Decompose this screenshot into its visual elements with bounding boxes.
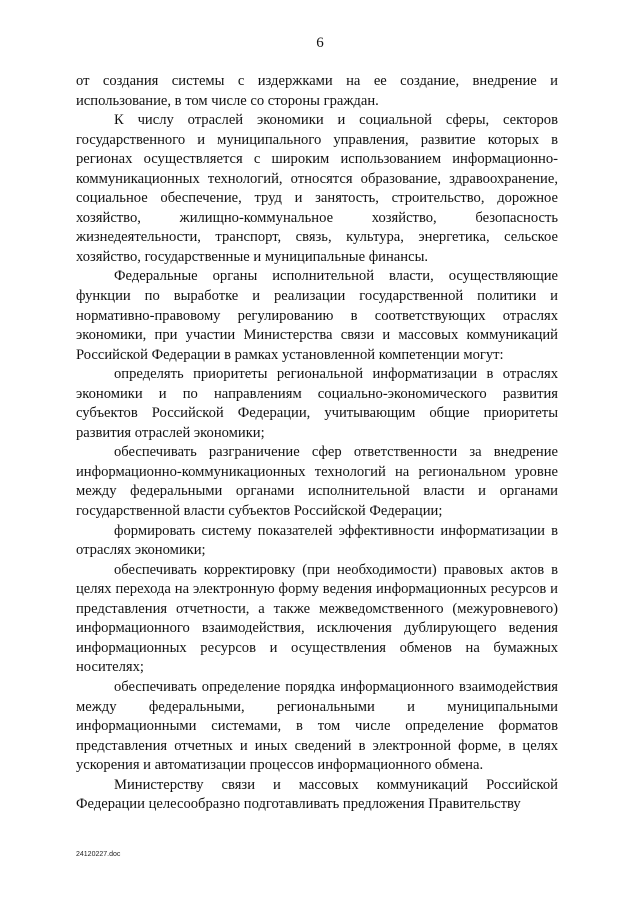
- paragraph-ministry: Министерству связи и массовых коммуникаций Российской Федерации целесообразно подготавливать предложения Правительству: [76, 776, 558, 813]
- page-number: 6: [316, 35, 324, 51]
- list-item-responsibility: обеспечивать разграничение сфер ответственности за внедрение информационно-коммуникационных технологий на региональном уровне между федеральными органами исполнительной власти и органами государственной власти субъектов Российской Федерации;: [76, 444, 558, 520]
- paragraph-continuation: от создания системы с издержками на ее создание, внедрение и использование, в том числе со стороны граждан.: [76, 73, 558, 109]
- list-item-legal-acts: обеспечивать корректировку (при необходимости) правовых актов в целях перехода на электронную форму ведения информационных ресурсов и представления отчетности, а также межведомственного (межуровневого) информационного взаимодействия, исключения дублирующего ведения информационных ресурсов и осуществления обменов на бумажных носителях;: [76, 561, 558, 676]
- list-item-priorities: определять приоритеты региональной информатизации в отраслях экономики и по направлениям социально-экономического развития субъектов Российской Федерации, учитывающим общие приоритеты развития отраслей экономики;: [76, 366, 558, 441]
- list-item-indicators: формировать систему показателей эффективности информатизации в отраслях экономики;: [76, 522, 558, 559]
- list-item-interaction: обеспечивать определение порядка информационного взаимодействия между федеральными, региональными и муниципальными информационными системами, в том числе определение форматов представления отчетных и иных сведений в электронной форме, в целях ускорения и автоматизации процессов информационного обмена.: [76, 678, 558, 774]
- footer-filename: 24120227.doc: [76, 851, 121, 858]
- paragraph-sectors: К числу отраслей экономики и социальной сферы, секторов государственного и муниципального управления, развитие которых в регионах осуществляется с широким использованием информационно-коммуникационных технологий, относятся образование, здравоохранение, социальное обеспечение, труд и занятость, строительство, дорожное хозяйство, жилищно-коммунальное хозяйство, безопасность жизнедеятельности, транспорт, связь, культура, энергетика, сельское хозяйство, государственные и муниципальные финансы.: [76, 112, 558, 265]
- document-body: [76, 72, 558, 815]
- paragraph-federal-bodies: Федеральные органы исполнительной власти, осуществляющие функции по выработке и реализации государственной политики и нормативно-правовому регулированию в соответствующих отраслях экономики, при участии Министерства связи и массовых коммуникаций Российской Федерации в рамках установленной компетенции могут:: [76, 268, 558, 363]
